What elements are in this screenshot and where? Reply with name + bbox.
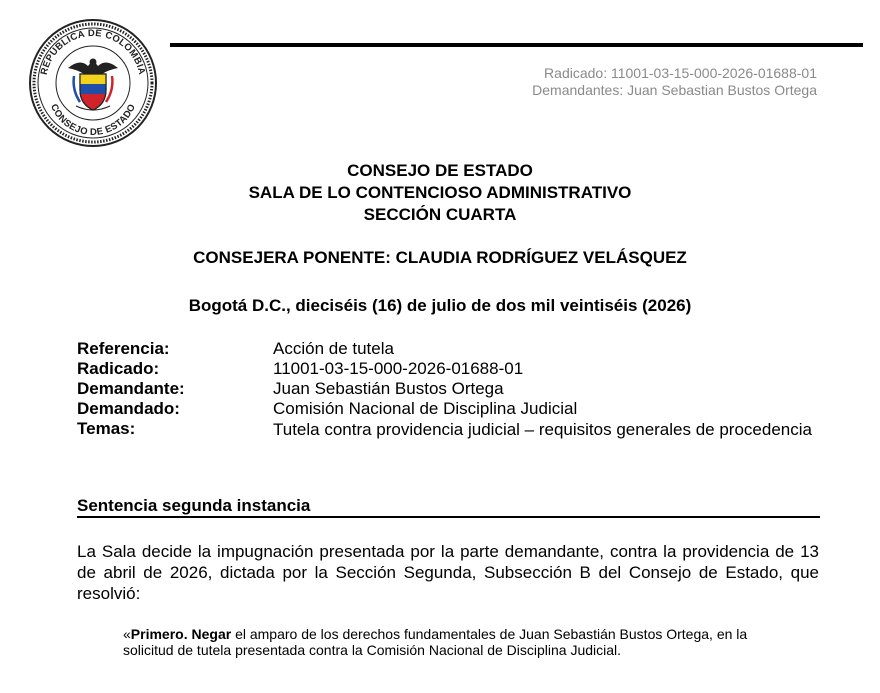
reference-row <box>77 339 814 359</box>
reference-value: Acción de tutela <box>273 339 394 358</box>
quoted-resolution <box>123 626 801 658</box>
reference-row <box>77 399 814 419</box>
header-rule <box>170 43 863 47</box>
quote-mark: « <box>123 626 131 642</box>
court-title <box>0 160 880 226</box>
reference-key: Demandado: <box>77 399 180 418</box>
reference-key: Referencia: <box>77 339 170 358</box>
court-name: CONSEJO DE ESTADO <box>347 161 533 180</box>
reference-key: Demandante: <box>77 379 185 398</box>
svg-text:CONSEJO DE ESTADO: CONSEJO DE ESTADO <box>47 102 139 139</box>
quote-text: el amparo de los derechos fundamentales de Juan Sebastián Bustos Ortega, en la solicitud de tutela presentada contra la Comisión Nacional de Disciplina Judicial. <box>123 626 748 658</box>
date-line: Bogotá D.C., dieciséis (16) de julio de dos mil veintiséis (2026) <box>188 296 692 315</box>
reference-row <box>77 359 814 379</box>
court-chamber: SALA DE LO CONTENCIOSO ADMINISTRATIVO <box>248 183 632 202</box>
reference-value: Comisión Nacional de Disciplina Judicial <box>273 399 578 418</box>
section-heading: Sentencia segunda instancia <box>77 496 820 518</box>
reference-table <box>77 339 814 440</box>
header-radicado: Radicado: 11001-03-15-000-2026-01688-01 <box>544 65 817 81</box>
court-section: SECCIÓN CUARTA <box>363 205 517 224</box>
reference-key: Radicado: <box>77 359 160 378</box>
quote-verb: Negar <box>191 626 232 642</box>
reference-value: Juan Sebastián Bustos Ortega <box>273 379 504 398</box>
reference-row <box>77 379 814 399</box>
reference-row <box>77 419 814 440</box>
svg-text:REPÚBLICA DE COLOMBIA: REPÚBLICA DE COLOMBIA <box>38 27 148 76</box>
reference-value: Tutela contra providencia judicial – requisitos generales de procedencia <box>273 420 812 439</box>
header-demandantes: Demandantes: Juan Sebastian Bustos Ortega <box>532 82 817 98</box>
quote-ordinal: Primero. <box>130 626 188 642</box>
consejo-de-estado-seal <box>28 18 158 148</box>
intro-paragraph: La Sala decide la impugnación presentada por la parte demandante, contra la providencia de 13 de abril de 2026, dictada por la Sección Segunda, Subsección B del Consejo de Estado, que resolvió: <box>77 542 819 603</box>
ponente-line: CONSEJERA PONENTE: CLAUDIA RODRÍGUEZ VELÁSQUEZ <box>193 248 687 267</box>
running-header <box>532 65 817 99</box>
reference-value: 11001-03-15-000-2026-01688-01 <box>273 359 524 378</box>
reference-key: Temas: <box>77 419 136 438</box>
